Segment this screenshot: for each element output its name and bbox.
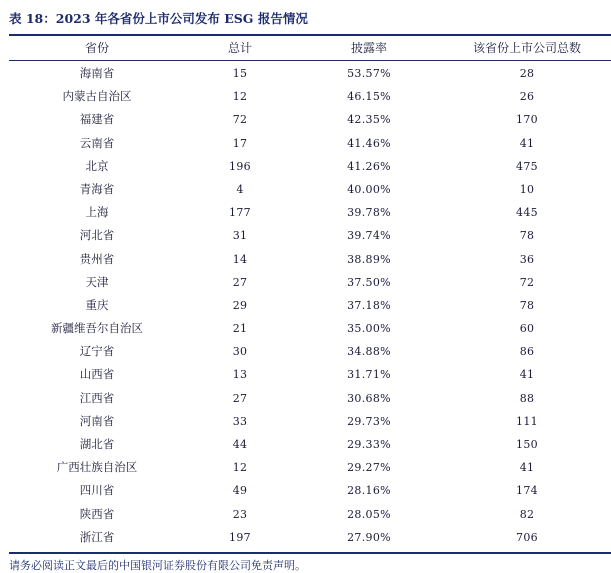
- cell-rate: 28.16%: [347, 484, 391, 498]
- cell-listed-count: 36: [519, 252, 535, 266]
- table-row: [9, 201, 611, 224]
- cell-rate: 37.18%: [347, 298, 391, 312]
- cell-listed-count: 170: [516, 113, 538, 127]
- cell-rate: 29.33%: [347, 438, 391, 451]
- cell-rate: 31.71%: [347, 368, 391, 382]
- header-listed-count: 该省份上市公司总数: [472, 41, 581, 55]
- header-total: 总计: [227, 41, 252, 55]
- cell-rate: 39.74%: [347, 229, 391, 243]
- table-row: [9, 178, 611, 201]
- cell-province: 福建省: [79, 112, 115, 127]
- cell-total: 72: [232, 113, 248, 127]
- cell-province: 河南省: [79, 413, 115, 428]
- table-top-rule: [9, 34, 611, 36]
- cell-listed-count: 174: [516, 484, 538, 498]
- header-rate: 披露率: [350, 41, 387, 55]
- cell-rate: 40.00%: [347, 182, 391, 196]
- cell-listed-count: 41: [519, 368, 535, 382]
- cell-listed-count: 78: [519, 298, 535, 312]
- cell-total: 27: [232, 391, 248, 405]
- cell-rate: 46.15%: [347, 90, 391, 104]
- cell-rate: 38.89%: [347, 252, 391, 266]
- cell-rate: 37.50%: [347, 275, 391, 289]
- cell-rate: 27.90%: [347, 530, 391, 544]
- cell-total: 177: [229, 206, 251, 220]
- cell-total: 23: [232, 507, 248, 521]
- cell-total: 12: [232, 90, 248, 104]
- cell-listed-count: 10: [519, 182, 535, 196]
- table-row: [9, 294, 611, 317]
- cell-province: 湖北省: [79, 437, 115, 451]
- table-row: [9, 503, 611, 526]
- cell-total: 12: [232, 461, 248, 475]
- cell-province: 云南省: [79, 135, 115, 150]
- table-row: [9, 248, 611, 271]
- cell-listed-count: 28: [519, 67, 535, 80]
- cell-province: 河北省: [79, 228, 115, 243]
- table-header-rule: [9, 60, 611, 61]
- cell-rate: 41.46%: [347, 136, 391, 150]
- cell-listed-count: 78: [519, 229, 535, 243]
- cell-listed-count: 60: [519, 322, 535, 336]
- disclaimer-footer: 请务必阅读正文最后的中国银河证券股份有限公司免责声明。: [9, 559, 306, 572]
- cell-listed-count: 26: [519, 90, 535, 104]
- cell-total: 197: [229, 530, 251, 544]
- cell-total: 15: [232, 67, 248, 80]
- table-row: [9, 317, 611, 340]
- table-row: [9, 526, 611, 549]
- cell-rate: 28.05%: [347, 507, 391, 521]
- cell-total: 196: [229, 159, 251, 173]
- cell-total: 17: [232, 136, 248, 150]
- table-row: [9, 340, 611, 363]
- cell-province: 山西省: [79, 367, 115, 382]
- cell-total: 30: [232, 345, 248, 359]
- cell-listed-count: 72: [519, 275, 535, 289]
- table-bottom-rule: [9, 552, 611, 554]
- table-row: [9, 62, 611, 85]
- table-row: [9, 456, 611, 479]
- cell-province: 陕西省: [79, 506, 115, 521]
- cell-listed-count: 82: [519, 507, 535, 521]
- table-row: [9, 410, 611, 433]
- table-row: [9, 363, 611, 386]
- cell-total: 33: [232, 414, 248, 428]
- cell-province: 青海省: [79, 181, 115, 196]
- cell-rate: 29.27%: [347, 461, 391, 475]
- cell-listed-count: 445: [516, 206, 538, 220]
- cell-total: 14: [232, 252, 248, 266]
- table-row: [9, 271, 611, 294]
- cell-province: 贵州省: [79, 251, 115, 266]
- table-row: [9, 224, 611, 247]
- cell-province: 四川省: [79, 483, 115, 498]
- cell-rate: 39.78%: [347, 206, 391, 220]
- cell-listed-count: 88: [519, 391, 535, 405]
- cell-province: 浙江省: [79, 529, 115, 544]
- cell-listed-count: 41: [519, 461, 535, 475]
- cell-rate: 35.00%: [347, 322, 391, 336]
- cell-province: 上海: [85, 205, 109, 220]
- cell-total: 4: [236, 182, 244, 196]
- cell-province: 重庆: [85, 297, 109, 312]
- table-header: [9, 37, 611, 59]
- table-row: [9, 387, 611, 410]
- cell-total: 13: [232, 368, 248, 382]
- table-row: [9, 433, 611, 456]
- header-province: 省份: [84, 41, 109, 55]
- table-title: 表 18：2023 年各省份上市公司发布 ESG 报告情况: [9, 11, 308, 26]
- cell-total: 49: [232, 484, 248, 498]
- table-row: [9, 85, 611, 108]
- cell-total: 27: [232, 275, 248, 289]
- cell-rate: 53.57%: [347, 67, 391, 80]
- table-row: [9, 108, 611, 131]
- cell-listed-count: 86: [519, 345, 535, 359]
- cell-listed-count: 475: [516, 159, 538, 173]
- table-body: [9, 62, 611, 549]
- table-row: [9, 132, 611, 155]
- cell-province: 辽宁省: [79, 344, 115, 359]
- cell-rate: 34.88%: [347, 345, 391, 359]
- cell-listed-count: 41: [519, 136, 535, 150]
- table-row: [9, 155, 611, 178]
- table-row: [9, 479, 611, 502]
- cell-rate: 41.26%: [347, 159, 391, 173]
- cell-province: 广西壮族自治区: [56, 460, 138, 475]
- cell-province: 天津: [85, 274, 109, 289]
- cell-province: 内蒙古自治区: [62, 89, 132, 104]
- cell-rate: 29.73%: [347, 414, 391, 428]
- cell-listed-count: 150: [516, 438, 538, 451]
- cell-total: 21: [232, 322, 248, 336]
- cell-listed-count: 111: [516, 414, 538, 428]
- cell-rate: 30.68%: [347, 391, 391, 405]
- cell-total: 44: [232, 438, 248, 451]
- cell-province: 北京: [85, 158, 109, 173]
- cell-province: 新疆维吾尔自治区: [51, 321, 143, 336]
- cell-total: 31: [232, 229, 248, 243]
- cell-province: 海南省: [79, 66, 115, 80]
- cell-total: 29: [232, 298, 248, 312]
- cell-province: 江西省: [79, 390, 115, 405]
- cell-rate: 42.35%: [347, 113, 391, 127]
- cell-listed-count: 706: [516, 530, 538, 544]
